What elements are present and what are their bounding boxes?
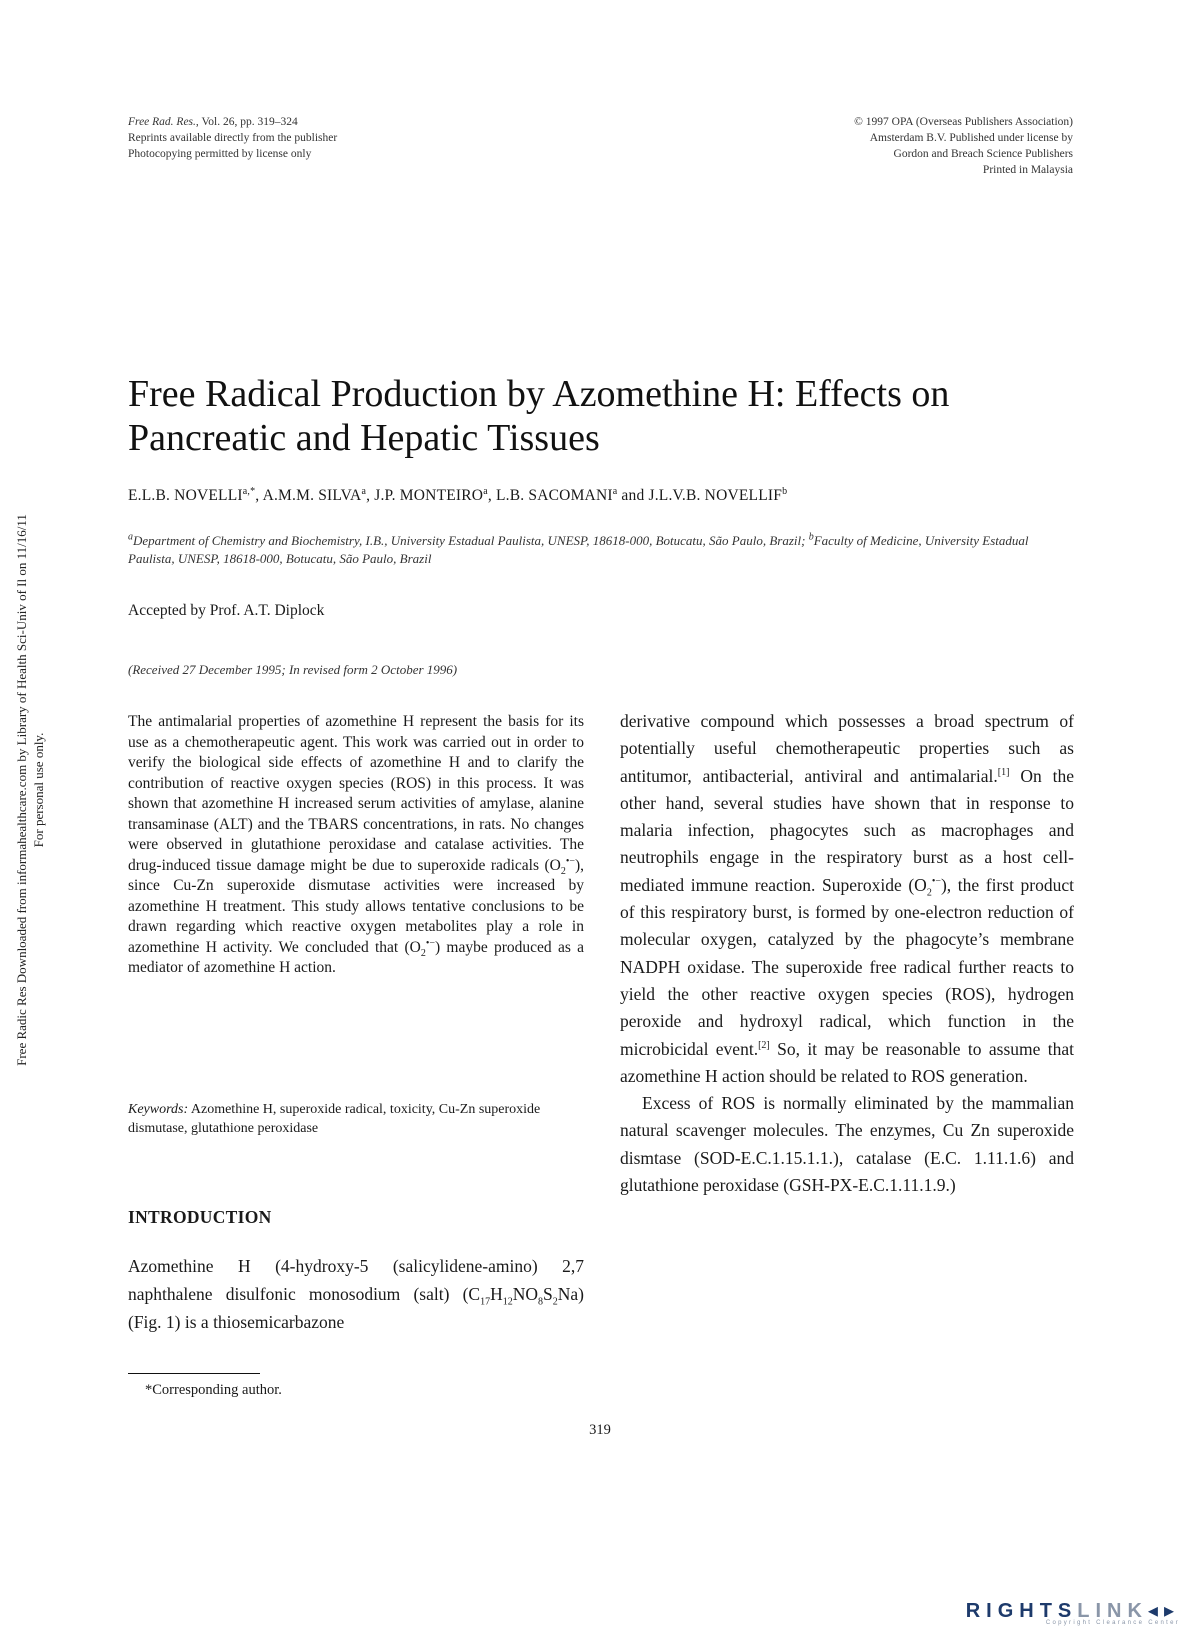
author-5-affil: b bbox=[782, 485, 788, 497]
abstract-sub-1: 2 bbox=[560, 865, 566, 877]
download-notice bbox=[13, 514, 47, 1066]
affiliation-b-mark: b bbox=[808, 531, 814, 543]
rightslink-light: LINK bbox=[1077, 1600, 1148, 1622]
article-title: Free Radical Production by Azomethine H: Effects on Pancreatic and Hepatic Tissues bbox=[128, 373, 950, 459]
accepted-by: Accepted by Prof. A.T. Diplock bbox=[128, 602, 325, 619]
intro-sub-2: 12 bbox=[502, 1296, 513, 1308]
publisher-line-2: Gordon and Breach Science Publishers bbox=[893, 148, 1073, 160]
rightslink-tagline: Copyright Clearance Center bbox=[1045, 1620, 1180, 1626]
affiliations bbox=[128, 532, 1078, 568]
rightslink-dark: RIGHTS bbox=[965, 1600, 1078, 1622]
author-1-affil: a, bbox=[242, 485, 251, 497]
abstract-sup-2: •− bbox=[425, 937, 435, 949]
footnote-rule bbox=[128, 1373, 260, 1374]
right-text-4: So, it may be reasonable to assume that azomethine H action should be related to ROS generation. bbox=[620, 1038, 1075, 1086]
author-5: and J.L.V.B. NOVELLIF bbox=[617, 487, 783, 504]
right-text-1: derivative compound which possesses a broad spectrum of potentially useful chemotherapeutic properties such as antitumor, antibacterial, antiviral and antimalarial. bbox=[620, 711, 1074, 786]
received-dates: (Received 27 December 1995; In revised form 2 October 1996) bbox=[128, 662, 458, 677]
intro-text-4: S bbox=[543, 1284, 553, 1304]
printed-line: Printed in Malaysia bbox=[982, 164, 1073, 176]
right-text-3: ), the first product of this respiratory burst, is formed by one-electron reduction of molecular oxygen, catalyzed by the phagocyte’s membrane NADPH oxidase. The superoxide free radical further reacts to yield the other reactive oxygen species (ROS), hydrogen peroxide and hydroxyl radical, which function in the microbicidal event. bbox=[620, 874, 1074, 1059]
right-paragraph-1 bbox=[620, 708, 1074, 1090]
rightslink-arrows-icon: ◂▸ bbox=[1147, 1600, 1180, 1622]
keywords bbox=[128, 1100, 584, 1138]
affiliation-a: Department of Chemistry and Biochemistry, I.B., University Estadual Paulista, UNESP, 18618-000, Botucatu, São Paulo, Brazil; bbox=[133, 533, 809, 548]
affiliation-b: Faculty of Medicine, University Estadual Paulista, UNESP, 18618-000, Botucatu, São Paulo, Brazil bbox=[128, 533, 1029, 566]
journal-volume: , Vol. 26, pp. 319–324 bbox=[195, 116, 298, 128]
abstract-sup-1: •− bbox=[565, 855, 575, 867]
reference-1: [1] bbox=[997, 766, 1010, 778]
introduction-paragraph bbox=[128, 1252, 584, 1336]
running-header-left bbox=[128, 114, 337, 162]
right-text-2: On the other hand, several studies have shown that in response to malaria infection, phagocytes such as macrophages and neutrophils engage in the respiratory burst as a host cell-mediated immune reaction. Superoxide (O bbox=[620, 765, 1074, 895]
page-number: 319 bbox=[589, 1422, 611, 1438]
abstract-text-2: ), since Cu-Zn superoxide dismutase activities were increased by azomethine H treatment. This study allows tentative conclusions to be drawn regarding which reactive oxygen metabolites play a role in azomethine H activity. We concluded that (O bbox=[128, 856, 584, 956]
author-4: , L.B. SACOMANI bbox=[487, 487, 613, 504]
author-3-affil: a bbox=[483, 485, 488, 497]
intro-text-2: H bbox=[490, 1284, 503, 1304]
abstract-sub-2: 2 bbox=[420, 947, 426, 959]
abstract-text-1: The antimalarial properties of azomethine H represent the basis for its use as a chemotherapeutic agent. This work was carried out in order to verify the biological side effects of azomethine H and to clarify the contribution of reactive oxygen species (ROS) in this process. It was shown that azomethine H increased serum activities of amylase, alanine transaminase (ALT) and the TBARS concentrations, in rats. No changes were observed in glutathione peroxidase and catalase activities. The drug-induced tissue damage might be due to superoxide radicals (O bbox=[128, 713, 584, 874]
author-2-affil: a bbox=[361, 485, 367, 497]
right-column bbox=[620, 708, 1074, 1199]
intro-sub-1: 17 bbox=[480, 1296, 491, 1308]
intro-sub-3: 8 bbox=[538, 1296, 544, 1308]
author-4-affil: a bbox=[612, 485, 618, 497]
intro-text-1: Azomethine H (4-hydroxy-5 (salicylidene-amino) 2,7 naphthalene disulfonic monosodium (salt) (C bbox=[128, 1256, 584, 1304]
author-1: E.L.B. NOVELLI bbox=[128, 487, 243, 504]
author-3: , J.P. MONTEIRO bbox=[366, 487, 484, 504]
introduction-heading: INTRODUCTION bbox=[128, 1207, 272, 1227]
right-paragraph-2: Excess of ROS is normally eliminated by the mammalian natural scavenger molecules. The enzymes, Cu Zn superoxide dismtase (SOD-E.C.1.15.1.1.), catalase (E.C. 1.11.1.6) and glutathione peroxidase (GSH-PX-E.C.1.11.1.9.) bbox=[620, 1093, 1074, 1196]
right-sub-1: 2 bbox=[926, 887, 932, 899]
right-sup-1: •− bbox=[931, 875, 941, 887]
running-header-right bbox=[854, 114, 1073, 178]
reprints-note: Reprints available directly from the publisher bbox=[128, 132, 338, 144]
intro-text-3: NO bbox=[512, 1284, 539, 1304]
author-2: , A.M.M. SILVA bbox=[255, 487, 362, 504]
download-sidebar bbox=[0, 0, 60, 1650]
abstract-text-3: ) maybe produced as a mediator of azomethine H action. bbox=[128, 938, 584, 976]
publisher-line-1: Amsterdam B.V. Published under license by bbox=[869, 132, 1073, 144]
affiliation-a-mark: a bbox=[128, 531, 133, 543]
author-list bbox=[128, 487, 1088, 505]
rightslink-logo[interactable] bbox=[966, 1598, 1180, 1626]
abstract bbox=[128, 712, 584, 979]
corresponding-mark: * bbox=[250, 485, 256, 497]
reference-2: [2] bbox=[758, 1039, 770, 1051]
journal-abbreviation: Free Rad. Res. bbox=[128, 116, 196, 128]
photocopying-note: Photocopying permitted by license only bbox=[128, 148, 312, 160]
download-notice-line-1: Free Radic Res Downloaded from informahealthcare.com by Library of Health Sci-Univ of Il on 11/16/11 bbox=[14, 514, 29, 1066]
intro-text-5: Na) (Fig. 1) is a thiosemicarbazone bbox=[128, 1284, 584, 1332]
footnote: *Corresponding author. bbox=[145, 1382, 282, 1398]
download-notice-line-2: For personal use only. bbox=[31, 732, 46, 848]
keywords-text: Azomethine H, superoxide radical, toxicity, Cu-Zn superoxide dismutase, glutathione peroxidase bbox=[128, 1102, 541, 1136]
copyright-line: © 1997 OPA (Overseas Publishers Association) bbox=[854, 116, 1073, 128]
intro-sub-4: 2 bbox=[552, 1296, 558, 1308]
keywords-label: Keywords: bbox=[128, 1102, 189, 1117]
